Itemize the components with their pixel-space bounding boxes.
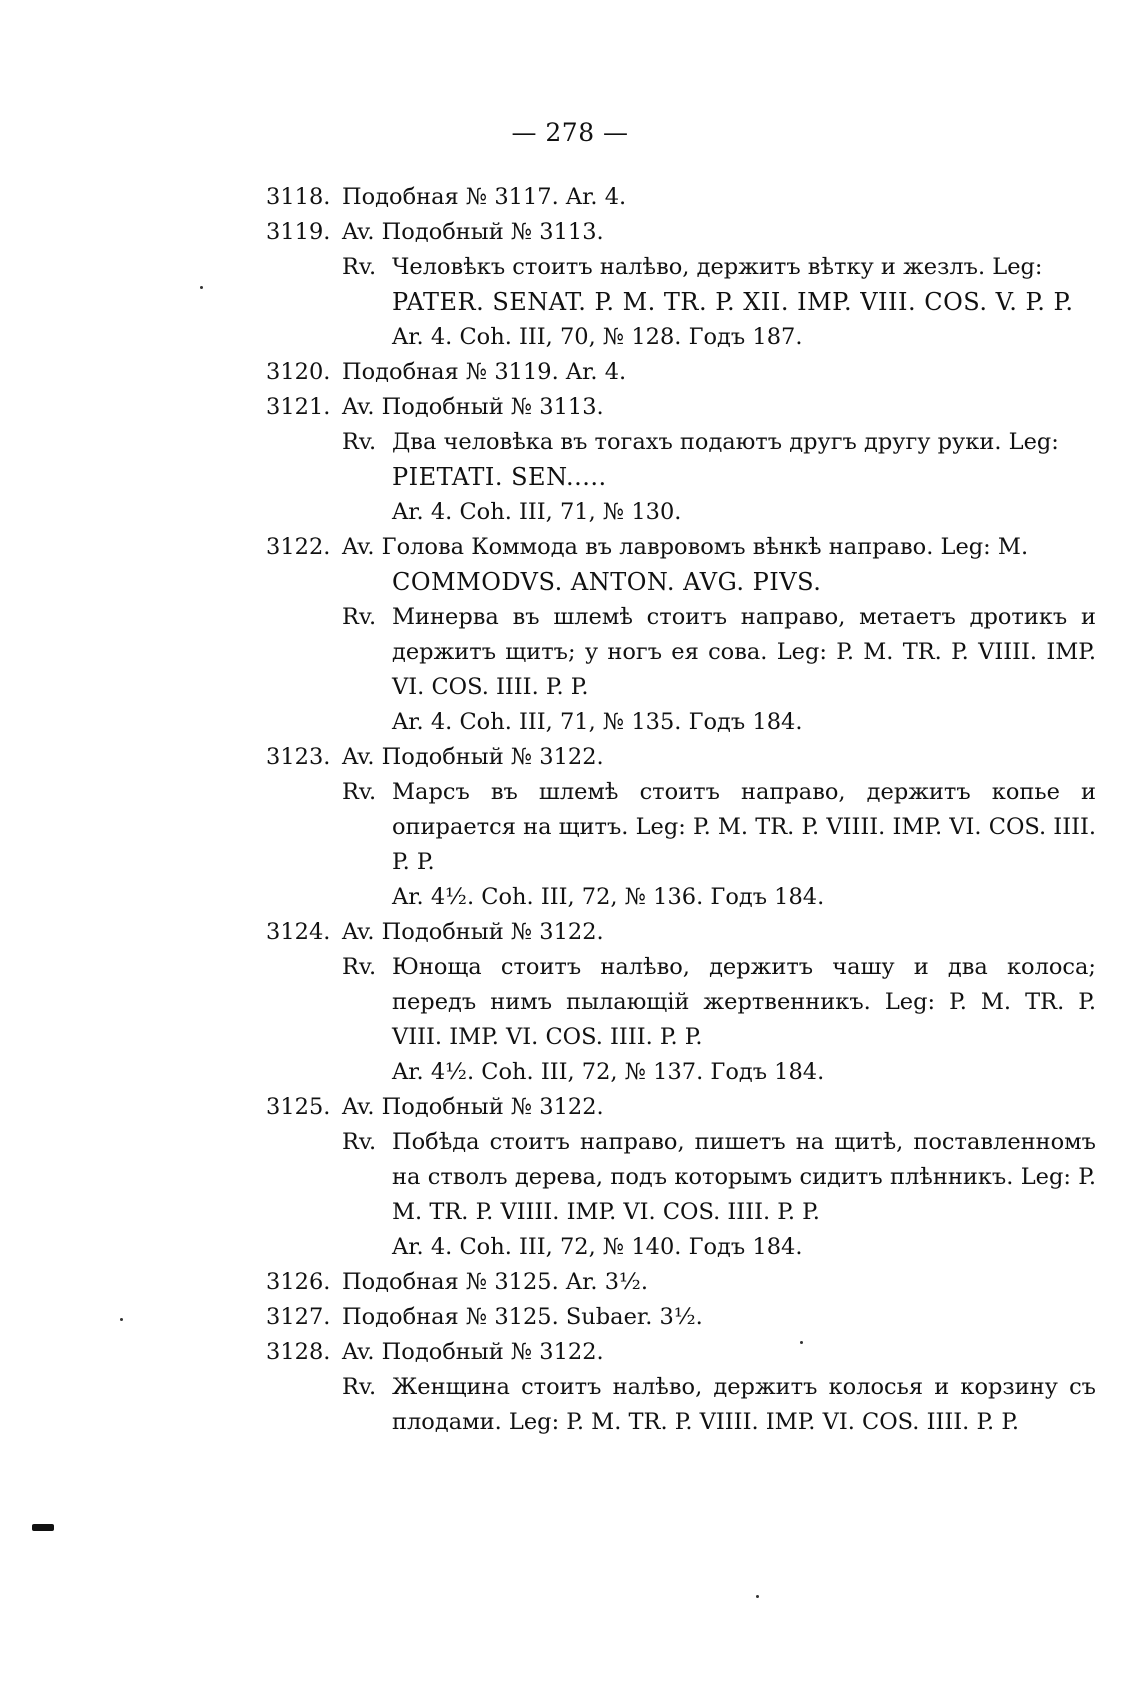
entry-text: Подобная № 3125. Ar. 3½. (342, 1269, 648, 1295)
entry-reference: Ar. 4. Coh. III, 70, № 128. Годъ 187. (392, 324, 803, 350)
reverse-legend: PIETATI. SEN..... (392, 463, 607, 491)
catalog-entry-3126 (266, 1265, 1096, 1300)
entry-obverse: Av. Подобный № 3113. (342, 394, 604, 420)
entry-number: 3127. (266, 1304, 331, 1330)
entry-number: 3124. (266, 919, 331, 945)
entry-reference: Ar. 4½. Coh. III, 72, № 137. Годъ 184. (392, 1059, 825, 1085)
entry-number: 3120. (266, 359, 331, 385)
catalog-entry-3118 (266, 180, 1096, 215)
entry-number: 3122. (266, 534, 331, 560)
entry-number: 3126. (266, 1269, 331, 1295)
entry-reference: Ar. 4. Coh. III, 71, № 135. Годъ 184. (392, 709, 803, 735)
entry-obverse: Av. Подобный № 3122. (342, 1339, 604, 1365)
entry-text: Подобная № 3125. Subaer. 3½. (342, 1304, 703, 1330)
reverse-tag: Rv. (342, 429, 377, 455)
page-number: — 278 — (511, 118, 629, 147)
entry-obverse: Av. Подобный № 3122. (342, 919, 604, 945)
entry-obverse: Av. Подобный № 3113. (342, 219, 604, 245)
entry-obverse: Av. Подобный № 3122. (342, 744, 604, 770)
entry-text: Подобная № 3119. Ar. 4. (342, 359, 627, 385)
entry-obverse: Av. Голова Коммода въ лавровомъ вѣнкѣ направо. Leg: M. (342, 534, 1029, 560)
entry-number: 3125. (266, 1094, 331, 1120)
entry-number: 3123. (266, 744, 331, 770)
ink-smudge (32, 1524, 54, 1531)
reverse-tag: Rv. (342, 1129, 377, 1155)
catalog-entry-3119 (266, 215, 1096, 355)
entry-number: 3119. (266, 219, 331, 245)
reverse-description: Минерва въ шлемѣ стоитъ направо, метаетъ дротикъ и держитъ щитъ; у ногъ ея сова. Leg: P. M. TR. P. VIIII. IMP. VI. COS. IIII. P. P. (392, 604, 1096, 700)
catalog-entry-3128 (266, 1335, 1096, 1440)
reverse-tag: Rv. (342, 779, 377, 805)
reverse-description: Человѣкъ стоитъ налѣво, держитъ вѣтку и жезлъ. Leg: (392, 254, 1043, 280)
speck (756, 1595, 759, 1598)
reverse-legend: PATER. SENAT. P. M. TR. P. XII. IMP. VIII. COS. V. P. P. (392, 288, 1074, 316)
entry-obverse: Av. Подобный № 3122. (342, 1094, 604, 1120)
catalog-entry-3124 (266, 915, 1096, 1090)
reverse-description: Юноща стоитъ налѣво, держитъ чашу и два колоса; передъ нимъ пылающій жертвенникъ. Leg: P. M. TR. P. VIII. IMP. VI. COS. IIII. P. P. (392, 954, 1096, 1050)
entry-number: 3121. (266, 394, 331, 420)
catalog-entries (266, 180, 1096, 1440)
catalog-entry-3122 (266, 530, 1096, 740)
obverse-legend: COMMODVS. ANTON. AVG. PIVS. (392, 568, 822, 596)
entry-text: Подобная № 3117. Ar. 4. (342, 184, 627, 210)
entry-reference: Ar. 4½. Coh. III, 72, № 136. Годъ 184. (392, 884, 825, 910)
catalog-entry-3120 (266, 355, 1096, 390)
entry-reference: Ar. 4. Coh. III, 71, № 130. (392, 499, 682, 525)
entry-reverse (392, 250, 1096, 320)
reverse-tag: Rv. (342, 954, 377, 980)
reverse-description: Побѣда стоитъ направо, пишетъ на щитѣ, поставленномъ на стволъ дерева, подъ которымъ сидитъ плѣнникъ. Leg: P. M. TR. P. VIIII. IMP. VI. COS. IIII. P. P. (392, 1129, 1096, 1225)
entry-number: 3128. (266, 1339, 331, 1365)
reverse-description: Марсъ въ шлемѣ стоитъ направо, держитъ копье и опирается на щитъ. Leg: P. M. TR. P. VIIII. IMP. VI. COS. IIII. P. P. (392, 779, 1097, 875)
entry-obverse-block (342, 530, 1096, 600)
catalog-entry-3121 (266, 390, 1096, 530)
speck (800, 1341, 803, 1344)
catalog-entry-3125 (266, 1090, 1096, 1265)
reverse-tag: Rv. (342, 1374, 377, 1400)
catalog-entry-3123 (266, 740, 1096, 915)
catalog-entry-3127 (266, 1300, 1096, 1335)
reverse-description: Женщина стоитъ налѣво, держитъ колосья и корзину съ плодами. Leg: P. M. TR. P. VIIII. IMP. VI. COS. IIII. P. P. (392, 1374, 1096, 1435)
entry-reference: Ar. 4. Coh. III, 72, № 140. Годъ 184. (392, 1234, 803, 1260)
speck (200, 286, 203, 289)
reverse-description: Два человѣка въ тогахъ подаютъ другъ другу руки. Leg: (392, 429, 1059, 455)
reverse-tag: Rv. (342, 604, 377, 630)
reverse-tag: Rv. (342, 254, 377, 280)
speck (120, 1318, 123, 1321)
entry-number: 3118. (266, 184, 331, 210)
entry-reverse (392, 425, 1096, 495)
